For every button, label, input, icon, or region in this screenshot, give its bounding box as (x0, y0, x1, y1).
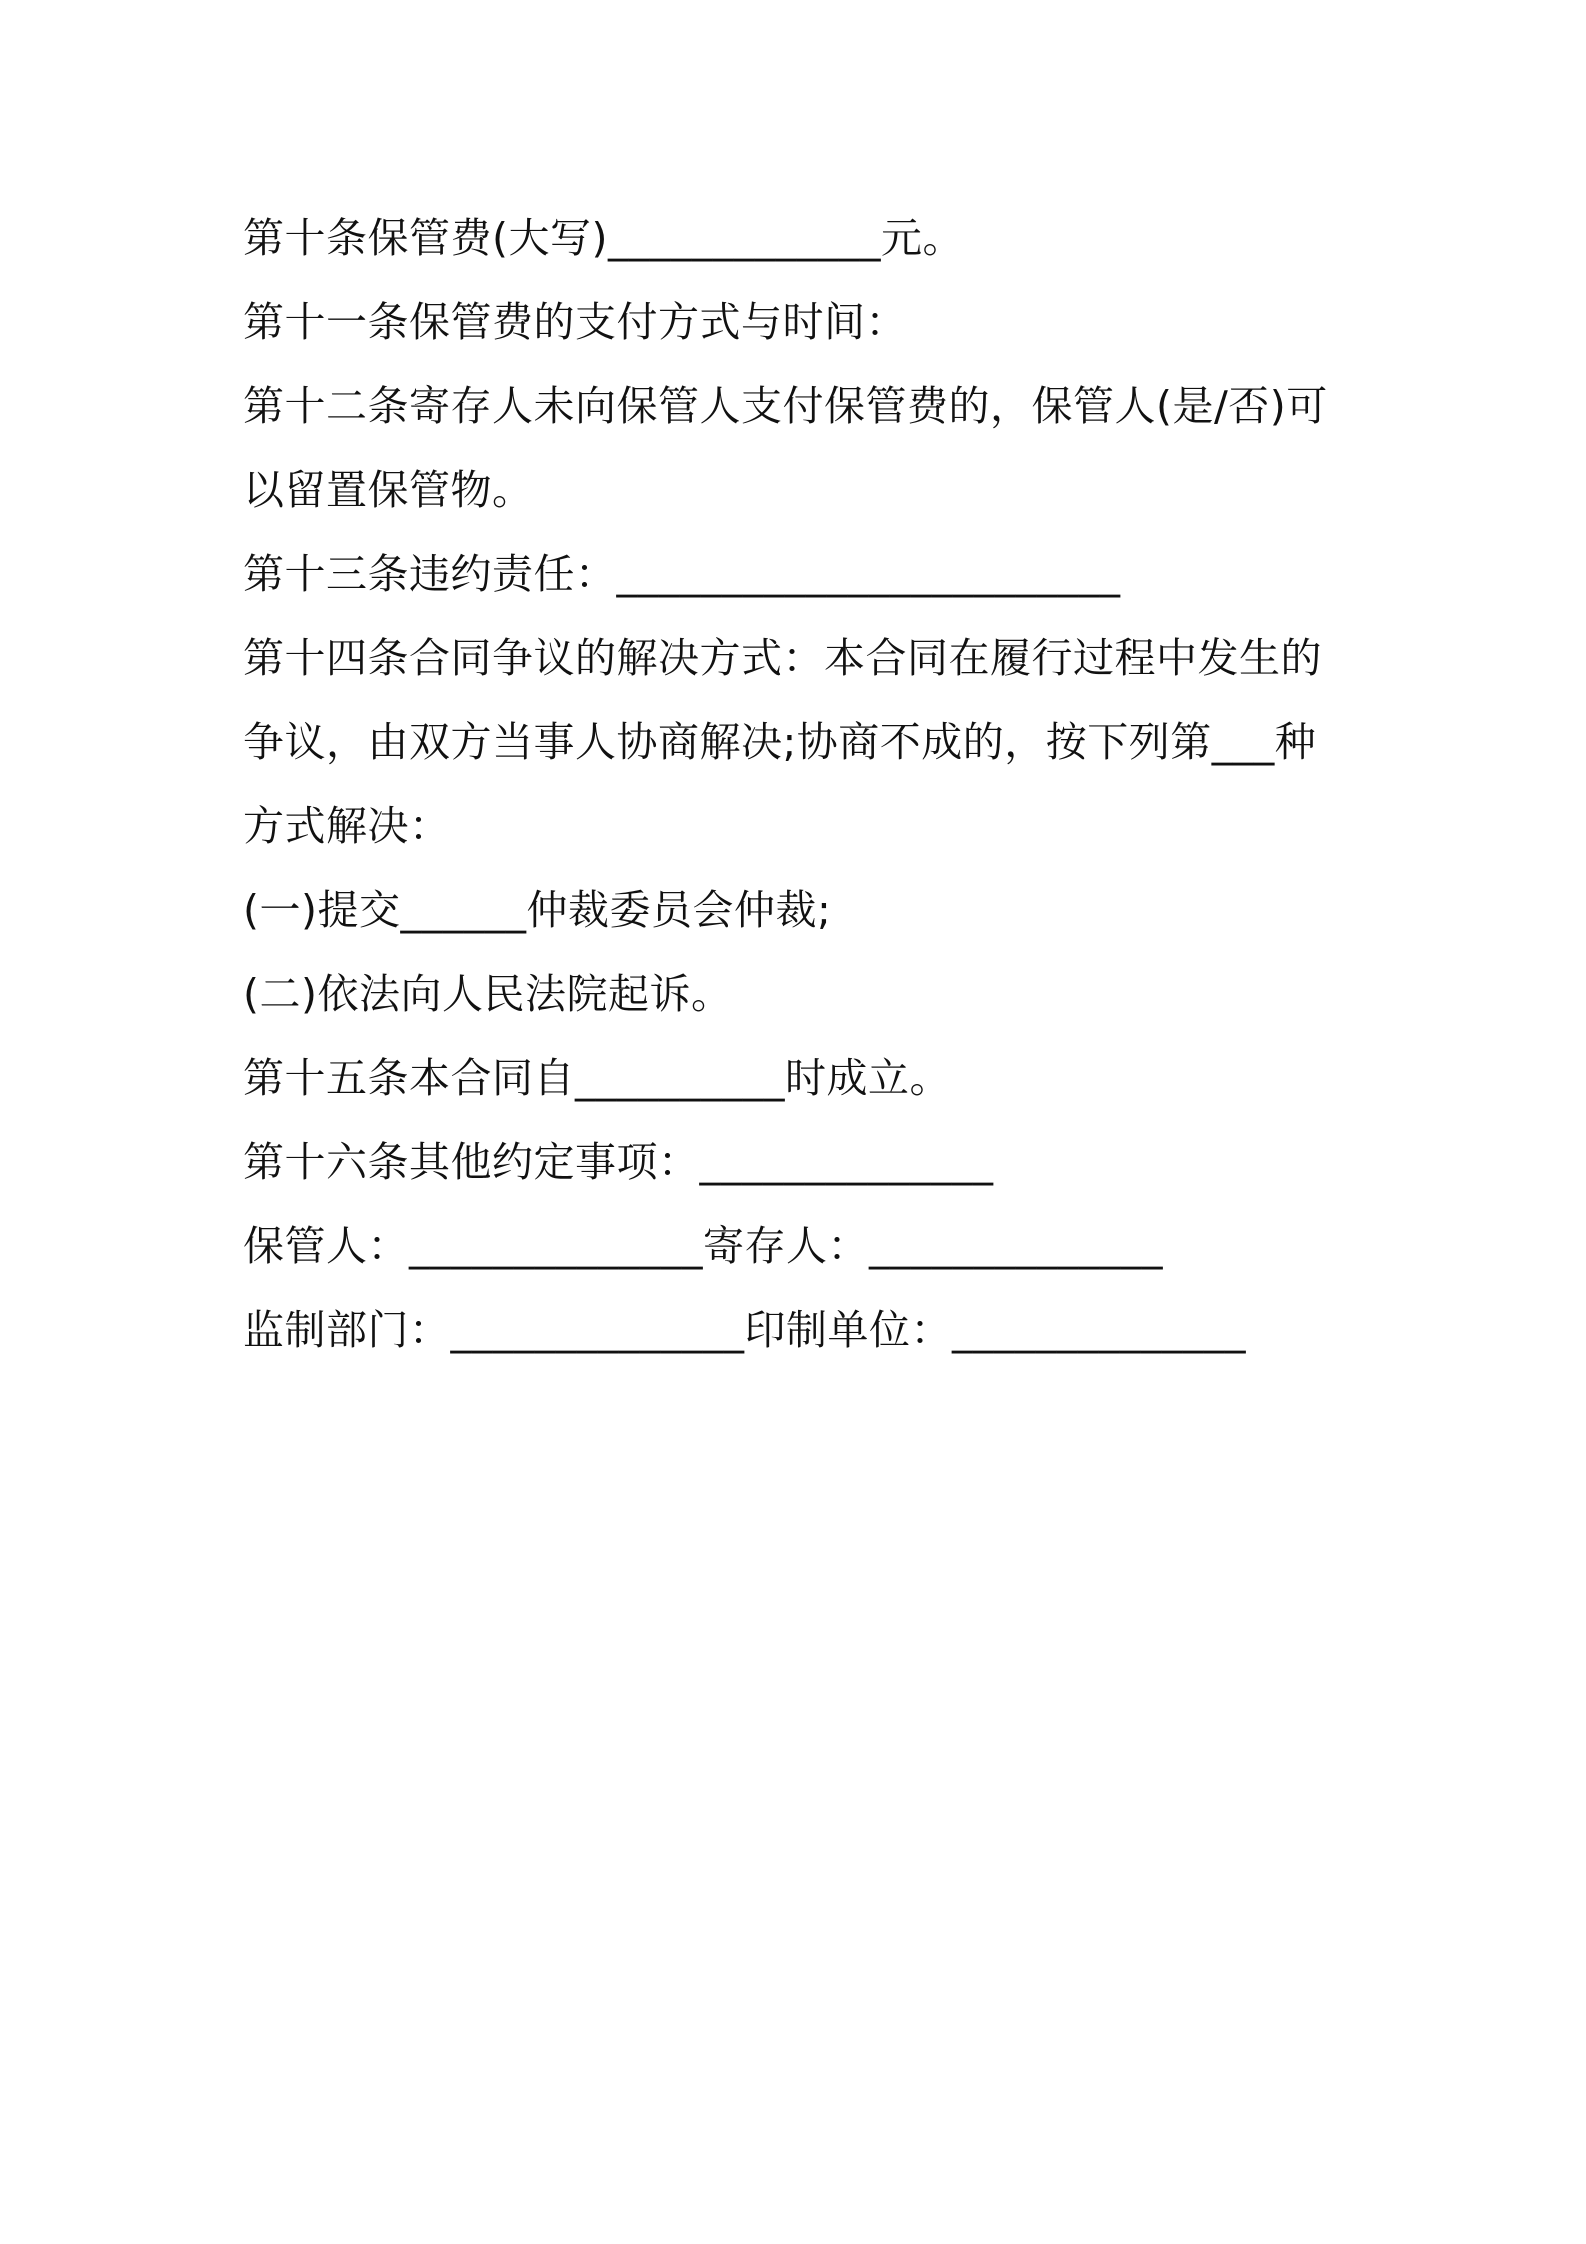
article-14-dispute-cont2: 方式解决： (243, 802, 451, 850)
article-12-lien-cont: 以留置保管物。 (243, 466, 534, 514)
article-14-dispute-cont: 争议，由双方当事人协商解决;协商不成的，按下列第___种 (243, 718, 1317, 766)
article-15-effective: 第十五条本合同自__________时成立。 (243, 1054, 951, 1102)
article-11-payment: 第十一条保管费的支付方式与时间： (243, 298, 907, 346)
article-10-fee: 第十条保管费(大写)_____________元。 (243, 214, 964, 262)
supervision-printing: 监制部门：______________印制单位：______________ (243, 1306, 1246, 1354)
article-12-lien: 第十二条寄存人未向保管人支付保管费的，保管人(是/否)可 (243, 382, 1328, 430)
contract-body (243, 196, 1353, 1372)
signature-parties: 保管人：______________寄存人：______________ (243, 1222, 1163, 1270)
article-14-dispute: 第十四条合同争议的解决方式：本合同在履行过程中发生的 (243, 634, 1322, 682)
dispute-option-litigation: (二)依法向人民法院起诉。 (243, 970, 733, 1018)
dispute-option-arbitration: (一)提交______仲裁委员会仲裁; (243, 886, 832, 934)
article-13-liability: 第十三条违约责任：________________________ (243, 550, 1121, 598)
article-16-other: 第十六条其他约定事项：______________ (243, 1138, 994, 1186)
